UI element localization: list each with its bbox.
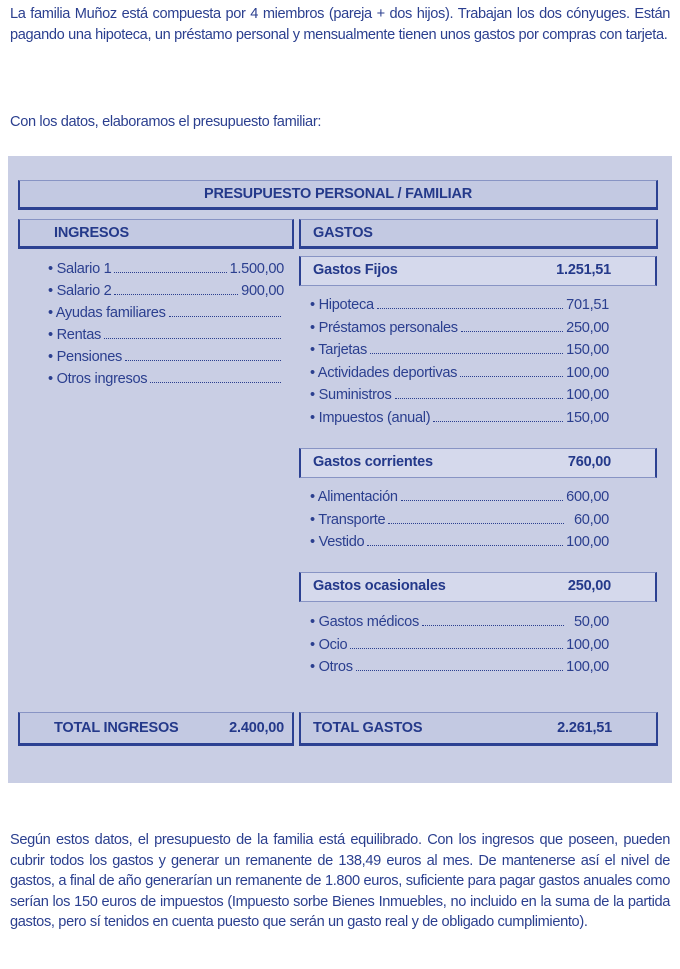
list-item (310, 531, 609, 554)
total-gastos-label: TOTAL GASTOS (313, 720, 423, 736)
dot-leader (395, 389, 564, 399)
item-value: 600,00 (566, 489, 609, 505)
item-value: 100,00 (566, 534, 609, 550)
item-label: • Transporte (310, 511, 386, 528)
item-label: • Tarjetas (310, 342, 367, 358)
ingresos-list (48, 258, 284, 390)
gastos-heading: GASTOS (299, 219, 658, 249)
item-value: 60,00 (573, 511, 609, 528)
item-label: • Ocio (310, 636, 348, 653)
dot-leader (367, 536, 563, 546)
item-value: 100,00 (566, 636, 609, 653)
dot-leader (104, 329, 281, 339)
item-label: • Impuestos (anual) (310, 409, 431, 426)
total-ingresos-label: TOTAL INGRESOS (54, 720, 179, 736)
item-label: • Otros (310, 659, 353, 675)
intro-paragraph: La familia Muñoz está compuesta por 4 miembros (pareja + dos hijos). Trabajan los dos cónyuges. Están pagando una hipoteca, un préstamo personal y mensualmente tienen unos gastos por compras con tarjeta. (10, 6, 670, 43)
list-item (310, 294, 609, 317)
total-gastos-bar (299, 712, 658, 746)
list-item (310, 486, 609, 509)
item-value: 150,00 (566, 342, 609, 358)
dot-leader (356, 661, 563, 671)
dot-leader (401, 491, 563, 501)
item-label: • Rentas (48, 327, 102, 343)
total-ingresos-bar (18, 712, 294, 746)
item-label: • Otros ingresos (48, 371, 148, 387)
list-item (310, 509, 609, 532)
dot-leader (125, 351, 281, 361)
gastos-corrientes-header (299, 448, 657, 478)
item-label: • Suministros (310, 387, 392, 403)
list-item (48, 280, 284, 302)
item-value: 100,00 (566, 659, 609, 675)
list-item (48, 324, 284, 346)
item-label: • Vestido (310, 534, 365, 550)
item-value: 1.500,00 (229, 261, 284, 277)
list-item (48, 346, 284, 368)
dot-leader (422, 616, 564, 626)
subheader-label: Gastos corrientes (313, 454, 433, 470)
list-item (310, 407, 609, 430)
item-label: • Préstamos personales (310, 319, 458, 336)
subheader-label: Gastos Fijos (313, 262, 398, 278)
list-item (310, 317, 609, 340)
list-item (310, 339, 609, 362)
dot-leader (150, 373, 281, 383)
item-label: • Salario 1 (48, 261, 112, 277)
item-value: 250,00 (566, 319, 609, 336)
dot-leader (388, 514, 564, 524)
subheader-total: 760,00 (567, 454, 611, 470)
list-item (310, 634, 609, 657)
subheader-total: 1.251,51 (556, 262, 611, 278)
item-value: 150,00 (566, 409, 609, 426)
dot-leader (460, 367, 563, 377)
dot-leader (350, 639, 563, 649)
list-item (310, 611, 609, 634)
item-value: 50,00 (573, 614, 609, 630)
item-value: 900,00 (241, 283, 284, 299)
list-item (48, 302, 284, 324)
dot-leader (169, 307, 281, 317)
conclusion-paragraph: Según estos datos, el presupuesto de la familia está equilibrado. Con los ingresos que poseen, pueden cubrir todos los gastos y generar un remanente de 138,49 euros al mes. De mantenerse así el nivel de gastos, a final de año generarían un remanente de 1.800 euros, suficiente para pagar gastos anuales como serían los 150 euros de impuestos (Impuesto sorbe Bienes Inmuebles, no incluido en la suma de la partida gastos, pero sí tenidos en cuenta puesto que serán un gasto real y de obligado cumplimiento). (10, 832, 670, 930)
lead-paragraph: Con los datos, elaboramos el presupuesto familiar: (10, 114, 322, 130)
list-item (48, 258, 284, 280)
item-label: • Actividades deportivas (310, 364, 458, 381)
list-item (310, 656, 609, 679)
gastos-corrientes-list (310, 486, 609, 554)
gastos-ocasionales-list (310, 611, 609, 679)
budget-panel (8, 156, 672, 783)
gastos-ocasionales-header (299, 572, 657, 602)
dot-leader (114, 263, 226, 273)
ingresos-heading: INGRESOS (18, 219, 294, 249)
item-value: 100,00 (566, 387, 609, 403)
item-label: • Gastos médicos (310, 614, 419, 630)
list-item (310, 384, 609, 407)
item-label: • Alimentación (310, 489, 398, 505)
item-label: • Pensiones (48, 349, 123, 365)
gastos-fijos-header (299, 256, 657, 286)
item-value: 701,51 (566, 297, 609, 313)
item-value: 100,00 (566, 364, 609, 381)
subheader-label: Gastos ocasionales (313, 578, 446, 594)
dot-leader (370, 344, 563, 354)
total-gastos-value: 2.261,51 (557, 720, 612, 736)
dot-leader (433, 412, 563, 422)
list-item (48, 368, 284, 390)
dot-leader (114, 285, 238, 295)
dot-leader (377, 299, 563, 309)
item-label: • Salario 2 (48, 283, 112, 299)
item-label: • Ayudas familiares (48, 305, 166, 321)
list-item (310, 362, 609, 385)
item-label: • Hipoteca (310, 297, 374, 313)
dot-leader (461, 322, 563, 332)
gastos-fijos-list (310, 294, 609, 429)
total-ingresos-value: 2.400,00 (229, 720, 284, 736)
subheader-total: 250,00 (567, 578, 611, 594)
budget-title: PRESUPUESTO PERSONAL / FAMILIAR (18, 180, 658, 210)
